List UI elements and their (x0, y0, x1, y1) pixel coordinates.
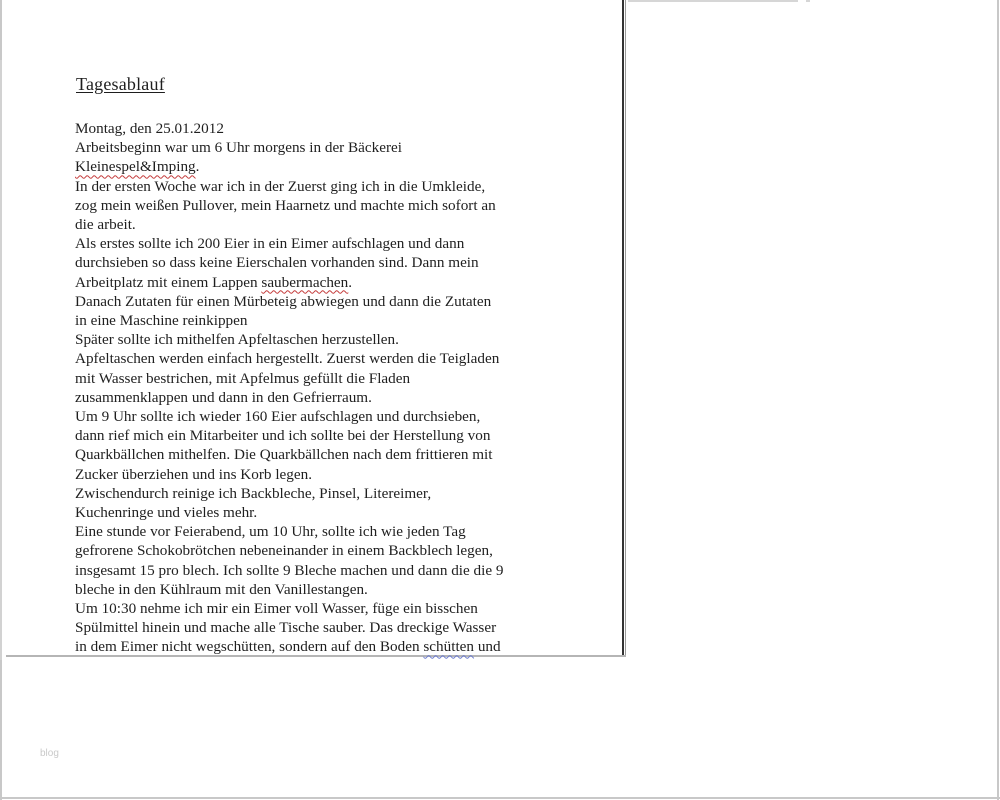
text-line (75, 388, 565, 407)
text-line (75, 465, 565, 484)
text-run: mit Wasser bestrichen, mit Apfelmus gefüllt die Fladen (75, 369, 411, 387)
text-line (75, 196, 565, 215)
text-run: Arbeitsbeginn war um 6 Uhr morgens in der Bäckerei (75, 139, 403, 157)
text-line (75, 599, 565, 618)
text-run: durchsieben so dass keine Eierschalen vorhanden sind. Dann mein (75, 254, 479, 272)
text-run: Später sollte ich mithelfen Apfeltaschen herzustellen. (75, 331, 399, 349)
text-line (75, 426, 565, 445)
text-run: bleche in den Kühlraum mit den Vanillestangen. (75, 580, 368, 598)
text-run: Eine stunde vor Feierabend, um 10 Uhr, sollte ich wie jeden Tag (75, 523, 466, 541)
window-top-line (628, 0, 798, 2)
window-bottom-border (0, 797, 1000, 799)
text-line (75, 157, 565, 176)
text-run: gefrorene Schokobrötchen nebeneinander in einem Backblech legen, (75, 542, 493, 560)
text-line (75, 407, 565, 426)
text-run: Zucker überziehen und ins Korb legen. (75, 465, 313, 483)
spelling-error-word: Kleinespel&Imping (75, 158, 196, 176)
text-line (75, 618, 565, 637)
text-line (75, 369, 565, 388)
document-title: Tagesablauf (76, 74, 165, 94)
text-line (75, 311, 565, 330)
text-line (75, 330, 565, 349)
text-line (75, 177, 565, 196)
text-run: Als erstes sollte ich 200 Eier in ein Eimer aufschlagen und dann (75, 235, 465, 253)
document-body[interactable] (75, 119, 565, 657)
text-run: Um 9 Uhr sollte ich wieder 160 Eier aufschlagen und durchsieben, (75, 408, 481, 426)
text-run: zusammenklappen und dann in den Gefrierraum. (75, 388, 372, 406)
text-run: Apfeltaschen werden einfach hergestellt. Zuerst werden die Teigladen (75, 350, 500, 368)
text-run: Kuchenringe und vieles mehr. (75, 504, 258, 522)
page-left-shadow (0, 60, 2, 660)
text-run: zog mein weißen Pullover, mein Haarnetz und machte mich sofort an (75, 196, 496, 214)
text-run: Arbeitplatz mit einem Lappen (75, 273, 262, 291)
window-right-border (997, 0, 999, 800)
text-run: Zwischendurch reinige ich Backbleche, Pinsel, Litereimer, (75, 484, 432, 502)
text-run: Um 10:30 nehme ich mir ein Eimer voll Wasser, füge ein bisschen (75, 600, 478, 618)
text-run: Danach Zutaten für einen Mürbeteig abwiegen und dann die Zutaten (75, 292, 492, 310)
text-run: . (348, 273, 353, 291)
grammar-error-word: schütten (423, 638, 475, 656)
text-line (75, 119, 565, 138)
text-run: die arbeit. (75, 216, 136, 234)
text-line (75, 503, 565, 522)
text-run: Quarkbällchen mithelfen. Die Quarkbällchen nach dem frittieren mit (75, 446, 493, 464)
text-run: Spülmittel hinein und mache alle Tische sauber. Das dreckige Wasser (75, 619, 497, 637)
text-line (75, 349, 565, 368)
text-line (75, 580, 565, 599)
text-line (75, 234, 565, 253)
text-line (75, 541, 565, 560)
text-run: insgesamt 15 pro blech. Ich sollte 9 Bleche machen und dann die die 9 (75, 561, 504, 579)
text-line (75, 637, 565, 656)
watermark-text: blog (40, 748, 59, 759)
text-run: Montag, den 25.01.2012 (75, 120, 224, 137)
spelling-error-word: saubermachen (261, 273, 349, 291)
text-line (75, 561, 565, 580)
text-run: In der ersten Woche war ich in der Zuerst ging ich in die Umkleide, (75, 177, 486, 195)
text-line (75, 215, 565, 234)
text-line (75, 445, 565, 464)
page-right-shadow (625, 0, 626, 657)
text-run: in eine Maschine reinkippen (75, 312, 248, 330)
page-right-edge (622, 0, 624, 657)
text-line (75, 484, 565, 503)
text-line (75, 522, 565, 541)
text-line (75, 273, 565, 292)
text-run: dann rief mich ein Mitarbeiter und ich sollte bei der Herstellung von (75, 427, 491, 445)
text-line (75, 253, 565, 272)
text-run: und (474, 638, 501, 656)
text-run: in dem Eimer nicht wegschütten, sondern auf den Boden (75, 638, 424, 656)
text-run: . (195, 158, 200, 176)
text-line (75, 138, 565, 157)
window-top-tick (806, 0, 810, 2)
text-line (75, 292, 565, 311)
